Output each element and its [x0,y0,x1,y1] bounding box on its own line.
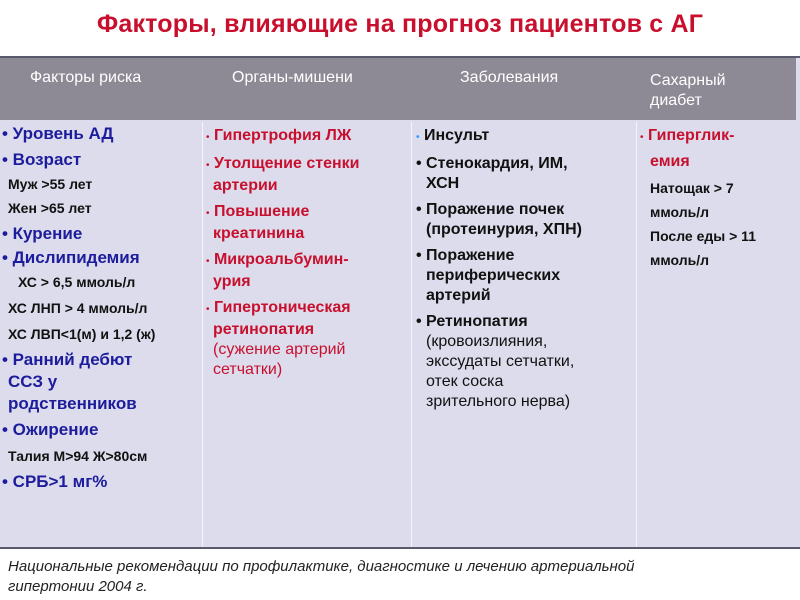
list-subitem: ммоль/л [650,252,710,268]
bullet-icon: • [206,160,210,171]
list-subitem: Натощак > 7 [650,180,734,196]
bullet-icon: • [206,208,210,219]
list-item [206,298,359,320]
column-divider [636,122,637,547]
list-item [206,202,359,224]
bullet-icon: • [416,132,420,143]
list-item: • Ранний дебют [2,350,133,369]
list-item-continued: ССЗ у [8,372,58,391]
list-item-label: Микроальбумин- [213,251,349,268]
list-item [206,154,359,176]
bullet-icon: • [206,132,210,143]
column-divider [411,122,412,547]
list-item: • Дислипидемия [2,248,140,267]
list-item-continued: креатинина [213,225,305,242]
list-item [206,126,359,148]
list-item-note: экссудаты сетчатки, [426,353,575,370]
table-header [0,58,796,120]
list-item-note: зрительного нерва) [426,393,571,410]
header-diseases: Заболевания [460,69,559,86]
list-item-continued: артерии [213,177,278,194]
list-item-continued: ХСН [426,175,460,192]
list-item: • Стенокардия, ИМ, [416,155,568,172]
list-item-note: (кровоизлияния, [426,333,548,350]
bullet-icon: • [206,304,210,315]
list-item [206,250,359,272]
list-item-label: Гипертрофия ЛЖ [213,127,352,144]
list-subitem: ХС ЛВП<1(м) и 1,2 (ж) [8,326,156,342]
list-item-continued: родственников [8,394,137,413]
list-item-label: Гиперглик- [647,127,735,144]
footnote-line: гипертонии 2004 г. [8,578,148,595]
list-item-note: сетчатки) [213,361,283,378]
list-subitem: ХС > 6,5 ммоль/л [18,274,136,290]
list-item [416,126,582,148]
list-item: • Ретинопатия [416,313,528,330]
list-subitem: ммоль/л [650,204,710,220]
list-item: • Возраст [2,150,82,169]
list-item-continued: урия [213,273,251,290]
diabetes-column [640,126,756,270]
list-item-label: Инсульт [423,127,490,144]
list-subitem: После еды > 11 [650,228,756,244]
target-organs-column [206,126,359,380]
list-subitem: ХС ЛНП > 4 ммоль/л [8,300,148,316]
list-subitem: Жен >65 лет [8,200,92,216]
bullet-icon: • [640,132,644,143]
list-item-continued: артерий [426,287,491,304]
risk-factors-column [2,124,155,492]
header-diabetes [650,71,726,111]
list-item: • Поражение почек [416,201,565,218]
list-item: • Поражение [416,247,515,264]
page-title: Факторы, влияющие на прогноз пациентов с АГ [96,10,704,38]
list-item-note: (сужение артерий [213,341,346,358]
header-diabetes-line2: диабет [650,92,702,109]
list-item-continued: ретинопатия [213,321,315,338]
list-item-label: Повышение [213,203,310,220]
footnote-line: Национальные рекомендации по профилактике, диагностике и лечению артериальной [8,558,635,575]
list-item: • Ожирение [2,420,99,439]
column-divider [202,122,203,547]
list-subitem: Муж >55 лет [8,176,93,192]
list-item: • Уровень АД [2,124,114,143]
list-item-label: Гипертоническая [213,299,351,316]
list-item: • Курение [2,224,83,243]
list-item-label: Утолщение стенки [213,155,360,172]
list-subitem: Талия М>94 Ж>80см [8,448,148,464]
bullet-icon: • [206,256,210,267]
diseases-column [416,126,582,412]
header-diabetes-line1: Сахарный [650,72,726,89]
source-footnote [8,557,792,597]
header-risk-factors: Факторы риска [30,69,142,86]
list-item [640,126,756,148]
list-item: • СРБ>1 мг% [2,472,108,491]
list-item-continued: (протеинурия, ХПН) [426,221,582,238]
list-item-note: отек соска [426,373,504,390]
list-item-continued: периферических [426,267,561,284]
header-target-organs: Органы-мишени [232,69,353,86]
factors-table [0,56,800,549]
list-item-continued: емия [650,153,690,170]
